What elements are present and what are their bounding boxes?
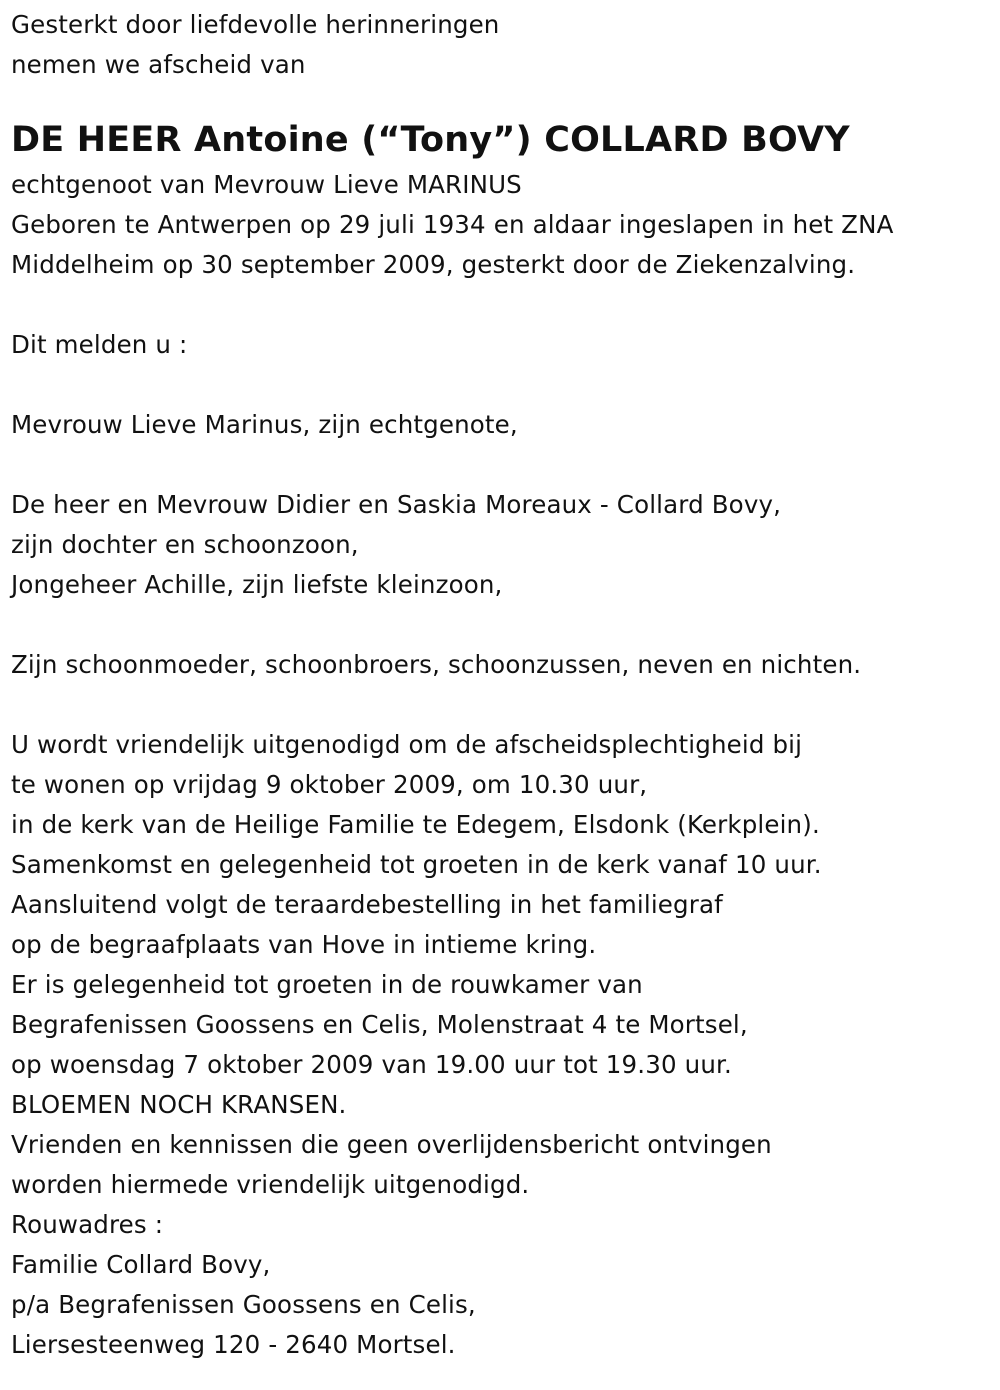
details-line: op woensdag 7 oktober 2009 van 19.00 uur tot 19.30 uur. — [11, 1050, 732, 1079]
family-block — [11, 485, 991, 605]
details-line: Aansluitend volgt de teraardebestelling in het familiegraf — [11, 890, 723, 919]
details-line: Liersesteenweg 120 - 2640 Mortsel. — [11, 1330, 456, 1359]
details-line: op de begraafplaats van Hove in intieme kring. — [11, 930, 597, 959]
family-line: Jongeheer Achille, zijn liefste kleinzoon, — [11, 570, 503, 599]
relatives-line: Zijn schoonmoeder, schoonbroers, schoonzussen, neven en nichten. — [11, 650, 862, 679]
obituary-notice — [11, 5, 991, 1365]
details-line: p/a Begrafenissen Goossens en Celis, — [11, 1290, 476, 1319]
details-line: U wordt vriendelijk uitgenodigd om de afscheidsplechtigheid bij — [11, 730, 803, 759]
deceased-name-heading: DE HEER Antoine (“Tony”) COLLARD BOVY — [11, 120, 850, 160]
spacer — [11, 685, 991, 725]
intro-line: Gesterkt door liefdevolle herinneringen — [11, 10, 500, 39]
details-line: te wonen op vrijdag 9 oktober 2009, om 10.30 uur, — [11, 770, 648, 799]
spacer — [11, 365, 991, 405]
details-line: worden hiermede vriendelijk uitgenodigd. — [11, 1170, 530, 1199]
bio-line: Middelheim op 30 september 2009, gesterkt door de Ziekenzalving. — [11, 250, 856, 279]
details-line: Familie Collard Bovy, — [11, 1250, 271, 1279]
details-line: Rouwadres : — [11, 1210, 164, 1239]
details-line: BLOEMEN NOCH KRANSEN. — [11, 1090, 347, 1119]
spacer — [11, 285, 991, 325]
intro-line: nemen we afscheid van — [11, 50, 306, 79]
details-line: Samenkomst en gelegenheid tot groeten in de kerk vanaf 10 uur. — [11, 850, 822, 879]
details-line: Vrienden en kennissen die geen overlijdensbericht ontvingen — [11, 1130, 772, 1159]
intro-block — [11, 5, 991, 85]
bio-line: echtgenoot van Mevrouw Lieve MARINUS — [11, 170, 522, 199]
family-line: De heer en Mevrouw Didier en Saskia Moreaux - Collard Bovy, — [11, 490, 782, 519]
details-line: Er is gelegenheid tot groeten in de rouwkamer van — [11, 970, 643, 999]
details-line: in de kerk van de Heilige Familie te Edegem, Elsdonk (Kerkplein). — [11, 810, 820, 839]
spacer — [11, 605, 991, 645]
bio-line: Geboren te Antwerpen op 29 juli 1934 en aldaar ingeslapen in het ZNA — [11, 210, 894, 239]
details-line: Begrafenissen Goossens en Celis, Molenstraat 4 te Mortsel, — [11, 1010, 748, 1039]
spacer — [11, 445, 991, 485]
spouse-line: Mevrouw Lieve Marinus, zijn echtgenote, — [11, 410, 518, 439]
ceremony-details-block — [11, 725, 991, 1365]
family-line: zijn dochter en schoonzoon, — [11, 530, 359, 559]
bio-block — [11, 165, 991, 285]
announce-line: Dit melden u : — [11, 330, 188, 359]
